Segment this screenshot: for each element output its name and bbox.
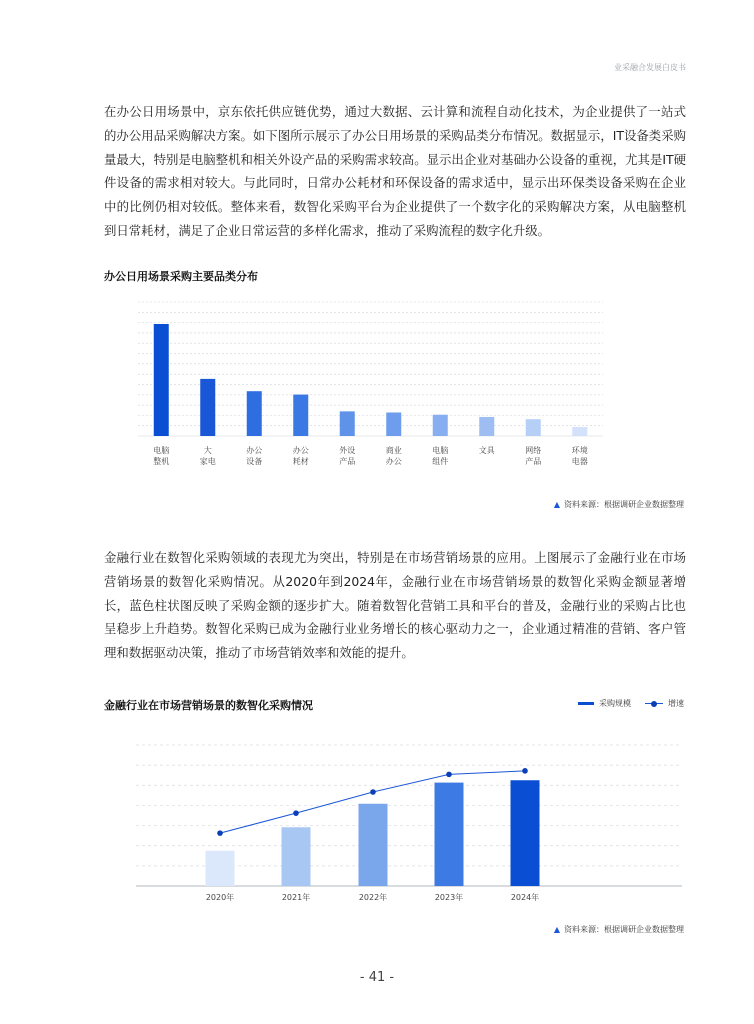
x-tick-label: 产品 [525, 457, 542, 466]
chart2-source-text: 资料来源：根据调研企业数据整理 [564, 925, 684, 934]
x-tick-label: 商业 [385, 446, 402, 455]
legend-label-bar: 采购规模 [599, 699, 631, 708]
x-tick-label: 文具 [478, 446, 495, 455]
line-point [446, 772, 452, 778]
legend-label-line: 增速 [668, 699, 684, 708]
bar [435, 783, 464, 886]
bar [282, 827, 311, 886]
chart1-title: 办公日用场景采购主要品类分布 [104, 270, 258, 283]
x-tick-label: 电脑 [153, 446, 170, 455]
bar [206, 851, 235, 886]
line-point [293, 810, 299, 816]
x-tick-label: 耗材 [292, 457, 309, 466]
x-tick-label: 办公 [385, 457, 402, 466]
paragraph-office-scenario: 在办公日用场景中，京东依托供应链优势，通过大数据、云计算和流程自动化技术，为企业提供了一站式的办公用品采购解决方案。如下图所示展示了办公日用场景的采购品类分布情况。数据显示，IT设备类采购量最大，特别是电脑整机和相关外设产品的采购需求较高。显示出企业对基础办公设备的重视，尤其是IT硬件设备的需求相对较大。与此同时，日常办公耗材和环保设备的需求适中，显示出环保类设备采购在企业中的比例仍相对较低。整体来看，数智化采购平台为企业提供了一个数字化的采购解决方案，从电脑整机到日常耗材，满足了企业日常运营的多样化需求，推动了采购流程的数字化升级。 [104, 104, 686, 238]
x-tick-label: 产品 [339, 457, 356, 466]
paragraph-finance-scenario: 金融行业在数智化采购领域的表现尤为突出，特别是在市场营销场景的应用。上图展示了金融行业在市场营销场景的数智化采购情况。从2020年到2024年，金融行业在市场营销场景的数智化采购金额显著增长，蓝色柱状图反映了采购金额的逐步扩大。随着数智化营销工具和平台的普及，金融行业的采购占比也呈稳步上升趋势。数智化采购已成为金融行业业务增长的核心驱动力之一，企业通过精准的营销、客户管理和数据驱动决策，推动了市场营销效率和效能的提升。 [104, 550, 686, 661]
x-tick-label: 办公 [246, 446, 263, 455]
x-tick-label: 家电 [199, 457, 216, 466]
bar [359, 804, 388, 886]
x-tick-label: 电器 [571, 457, 588, 466]
line-point [522, 768, 528, 774]
x-tick-label: 2023年 [434, 893, 464, 902]
x-tick-label: 办公 [292, 446, 309, 455]
x-tick-label: 网络 [525, 446, 542, 455]
chart2-source-note [554, 924, 684, 935]
x-tick-label: 整机 [153, 457, 170, 466]
chart2-title: 金融行业在市场营销场景的数智化采购情况 [104, 699, 313, 712]
x-tick-label: 2021年 [281, 893, 311, 902]
x-tick-label: 2020年 [205, 893, 235, 902]
x-tick-label: 大 [203, 446, 212, 455]
x-tick-label: 电脑 [432, 446, 449, 455]
x-tick-label: 2022年 [358, 893, 388, 902]
x-tick-label: 外设 [339, 446, 356, 455]
x-tick-label: 设备 [246, 457, 263, 466]
line-point [370, 789, 376, 795]
triangle-icon: ▲ [553, 925, 560, 934]
x-tick-label: 2024年 [510, 893, 540, 902]
document-header-title: 业采融合发展白皮书 [614, 63, 686, 72]
chart1-source-text: 资料来源：根据调研企业数据整理 [564, 500, 684, 509]
bar [511, 780, 540, 886]
x-tick-label: 环境 [571, 446, 588, 455]
page-number: - 41 - [359, 970, 395, 985]
triangle-icon: ▲ [553, 500, 560, 509]
x-tick-label: 组件 [432, 457, 449, 466]
line-point [217, 830, 223, 836]
